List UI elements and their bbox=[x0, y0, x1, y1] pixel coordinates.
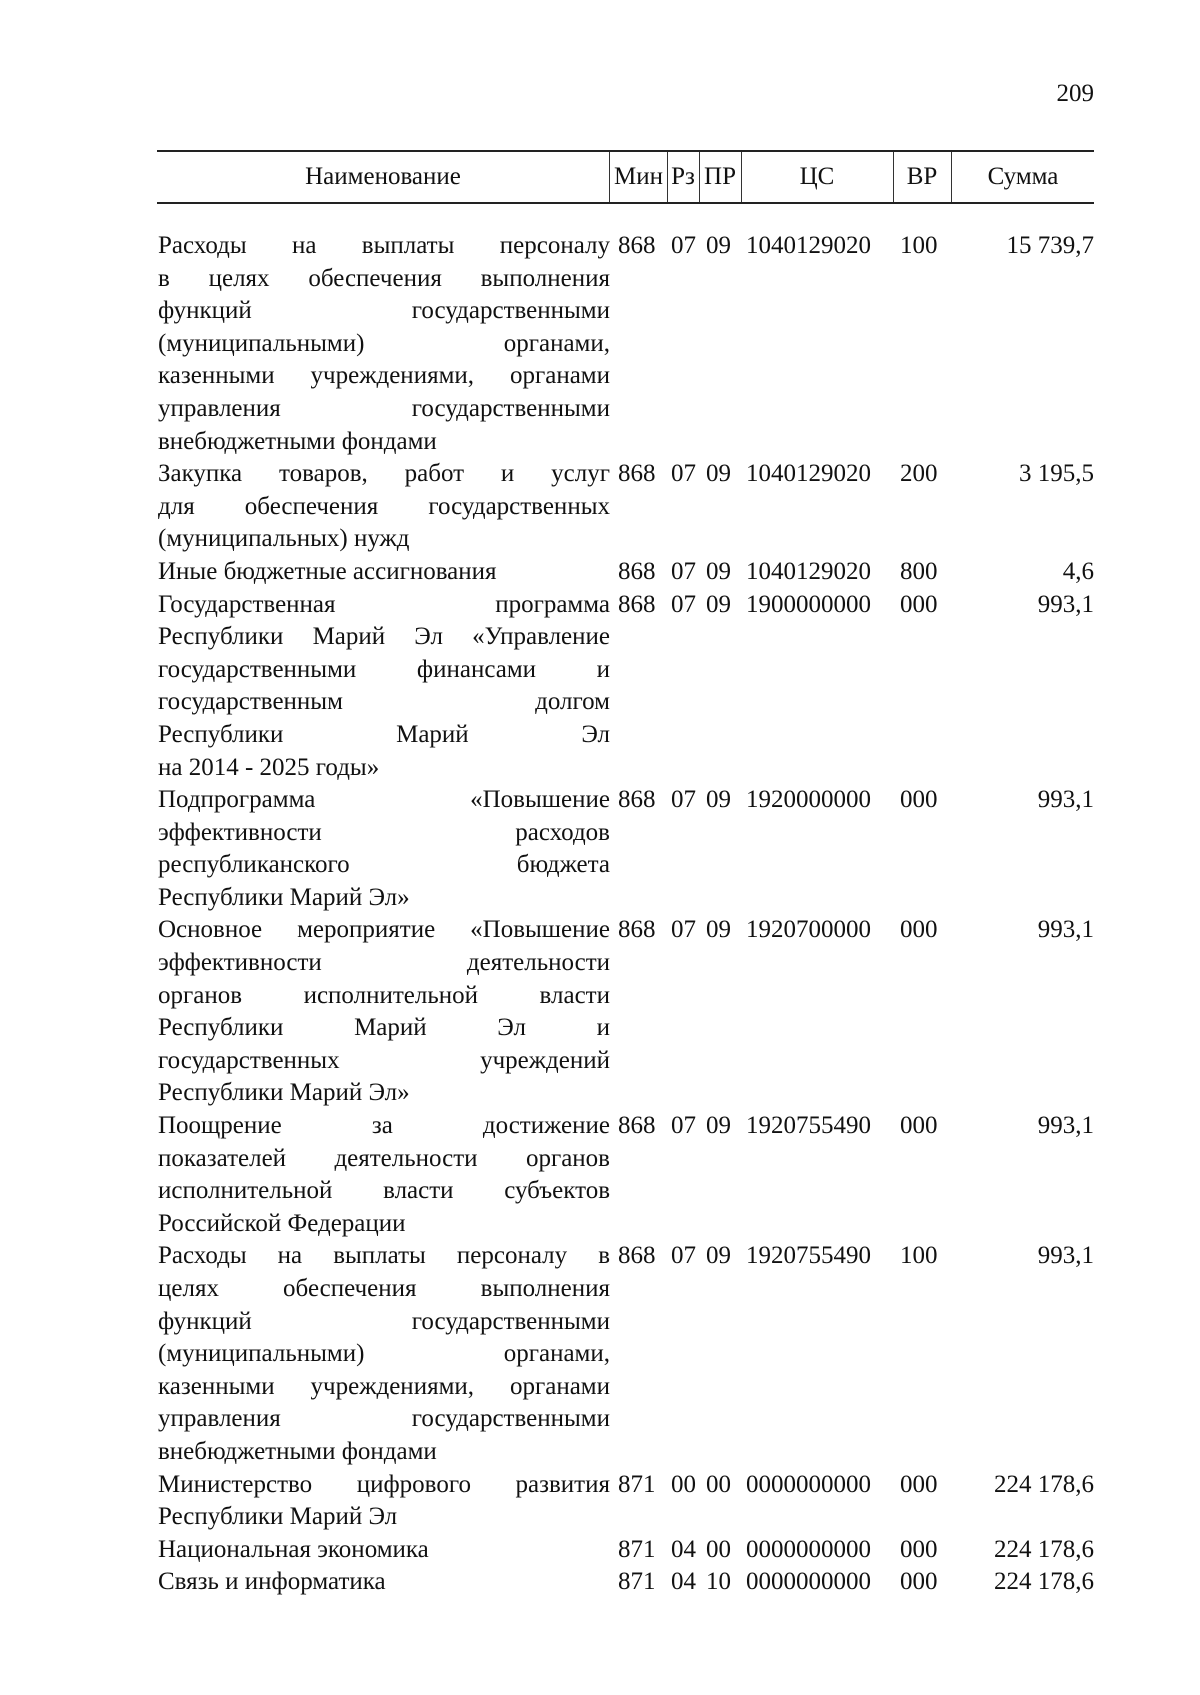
row-name-line: (муниципальными) органами, bbox=[158, 1340, 610, 1368]
row-vr: 800 bbox=[900, 557, 938, 585]
row-pr: 10 bbox=[706, 1568, 731, 1596]
row-name-line: Иные бюджетные ассигнования bbox=[158, 557, 497, 585]
row-name-line: Поощрение за достижение bbox=[158, 1112, 610, 1140]
row-name bbox=[158, 230, 610, 458]
row-rz: 07 bbox=[671, 916, 696, 944]
row-name-line: республиканского бюджета bbox=[158, 851, 610, 879]
header-min: Мин bbox=[614, 163, 663, 190]
row-min: 871 bbox=[618, 1535, 656, 1563]
row-sum: 993,1 bbox=[1037, 590, 1094, 618]
row-min: 868 bbox=[618, 1242, 656, 1270]
row-name-line: внебюджетными фондами bbox=[158, 1437, 437, 1465]
row-rz: 04 bbox=[671, 1535, 696, 1563]
row-name bbox=[158, 458, 610, 556]
row-sum: 15 739,7 bbox=[1006, 232, 1094, 259]
page-number: 209 bbox=[1056, 80, 1094, 107]
row-sum: 4,6 bbox=[1062, 557, 1094, 585]
row-min: 868 bbox=[618, 916, 656, 944]
row-pr: 09 bbox=[706, 1242, 731, 1270]
row-name-line: управления государственными bbox=[158, 1405, 610, 1433]
row-name-line: Республики Марий Эл bbox=[158, 1503, 398, 1531]
header-name: Наименование bbox=[305, 163, 461, 190]
row-name bbox=[158, 914, 610, 1110]
row-name-line: функций государственными bbox=[158, 297, 610, 325]
row-name bbox=[158, 1534, 610, 1567]
row-sum: 993,1 bbox=[1037, 786, 1094, 814]
row-pr: 09 bbox=[706, 590, 731, 618]
row-name-line: Расходы на выплаты персоналу bbox=[158, 232, 610, 259]
table-header bbox=[157, 150, 1094, 204]
row-rz: 07 bbox=[671, 460, 696, 488]
table-row bbox=[0, 556, 1200, 589]
row-vr: 000 bbox=[900, 1535, 938, 1563]
row-name-line: управления государственными bbox=[158, 394, 610, 422]
row-name-line: Расходы на выплаты персоналу в bbox=[158, 1242, 610, 1270]
row-rz: 07 bbox=[671, 1112, 696, 1140]
row-name-line: внебюджетными фондами bbox=[158, 427, 437, 455]
row-rz: 07 bbox=[671, 590, 696, 618]
row-name-line: функций государственными bbox=[158, 1307, 610, 1335]
row-cs: 0000000000 bbox=[746, 1535, 871, 1563]
row-name-line: Российской Федерации bbox=[158, 1209, 406, 1237]
table-row bbox=[0, 784, 1200, 914]
row-min: 868 bbox=[618, 557, 656, 585]
header-vr: ВР bbox=[906, 163, 938, 190]
row-name-line: Основное мероприятие «Повышение bbox=[158, 916, 610, 944]
row-cs: 1040129020 bbox=[746, 232, 871, 259]
row-name-line: Республики Марий Эл» bbox=[158, 883, 410, 911]
row-name-line: эффективности деятельности bbox=[158, 949, 610, 977]
row-name-line: Республики Марий Эл» bbox=[158, 1079, 410, 1107]
row-name-line: государственными финансами и bbox=[158, 655, 610, 683]
table-row bbox=[0, 914, 1200, 1110]
row-min: 868 bbox=[618, 460, 656, 488]
row-cs: 1920755490 bbox=[746, 1242, 871, 1270]
row-vr: 000 bbox=[900, 786, 938, 814]
row-name bbox=[158, 784, 610, 914]
row-name-line: органов исполнительной власти bbox=[158, 981, 610, 1009]
row-name-line: Государственная программа bbox=[158, 590, 610, 618]
table-row bbox=[0, 1566, 1200, 1599]
row-rz: 00 bbox=[671, 1470, 696, 1498]
row-name-line: в целях обеспечения выполнения bbox=[158, 264, 610, 292]
table-row bbox=[0, 1240, 1200, 1468]
row-name-line: Связь и информатика bbox=[158, 1568, 386, 1596]
row-vr: 000 bbox=[900, 916, 938, 944]
row-pr: 09 bbox=[706, 916, 731, 944]
table-body bbox=[0, 230, 1200, 1599]
row-name-line: государственных учреждений bbox=[158, 1046, 610, 1074]
row-pr: 09 bbox=[706, 460, 731, 488]
row-pr: 09 bbox=[706, 232, 731, 259]
row-name bbox=[158, 589, 610, 785]
row-name bbox=[158, 556, 610, 589]
row-name bbox=[158, 1469, 610, 1534]
table-row bbox=[0, 230, 1200, 458]
row-vr: 100 bbox=[900, 1242, 938, 1270]
row-min: 868 bbox=[618, 232, 656, 259]
row-sum: 3 195,5 bbox=[1019, 460, 1094, 488]
row-pr: 09 bbox=[706, 1112, 731, 1140]
row-name-line: целях обеспечения выполнения bbox=[158, 1275, 610, 1302]
row-name-line: Республики Марий Эл и bbox=[158, 1014, 610, 1042]
row-cs: 1920755490 bbox=[746, 1112, 871, 1140]
row-cs: 0000000000 bbox=[746, 1568, 871, 1596]
row-min: 868 bbox=[618, 1112, 656, 1140]
row-vr: 000 bbox=[900, 1112, 938, 1140]
row-min: 868 bbox=[618, 590, 656, 618]
row-pr: 00 bbox=[706, 1470, 731, 1498]
row-sum: 224 178,6 bbox=[994, 1470, 1094, 1498]
row-cs: 1900000000 bbox=[746, 590, 871, 618]
table-row bbox=[0, 589, 1200, 785]
row-sum: 993,1 bbox=[1037, 1242, 1094, 1270]
row-name-line: казенными учреждениями, органами bbox=[158, 362, 610, 390]
row-cs: 1040129020 bbox=[746, 557, 871, 585]
row-cs: 1920000000 bbox=[746, 786, 871, 814]
row-cs: 1920700000 bbox=[746, 916, 871, 944]
header-pr: ПР bbox=[704, 163, 736, 190]
row-name-line: казенными учреждениями, органами bbox=[158, 1372, 610, 1400]
row-name-line: Республики Марий Эл bbox=[158, 720, 610, 748]
header-sum: Сумма bbox=[987, 163, 1059, 190]
row-min: 868 bbox=[618, 786, 656, 814]
row-vr: 000 bbox=[900, 1470, 938, 1498]
row-name bbox=[158, 1110, 610, 1240]
table-row bbox=[0, 1534, 1200, 1567]
row-sum: 224 178,6 bbox=[994, 1568, 1094, 1596]
row-name-line: (муниципальных) нужд bbox=[158, 525, 410, 553]
row-name-line: Закупка товаров, работ и услуг bbox=[158, 460, 610, 488]
row-min: 871 bbox=[618, 1470, 656, 1498]
row-name bbox=[158, 1240, 610, 1468]
row-name-line: Национальная экономика bbox=[158, 1535, 429, 1563]
row-rz: 07 bbox=[671, 786, 696, 814]
header-divider bbox=[609, 152, 610, 202]
row-vr: 000 bbox=[900, 1568, 938, 1596]
row-name-line: показателей деятельности органов bbox=[158, 1144, 610, 1172]
table-row bbox=[0, 1110, 1200, 1240]
row-min: 871 bbox=[618, 1568, 656, 1596]
row-vr: 000 bbox=[900, 590, 938, 618]
row-cs: 1040129020 bbox=[746, 460, 871, 488]
row-rz: 04 bbox=[671, 1568, 696, 1596]
row-pr: 09 bbox=[706, 557, 731, 585]
row-name-line: на 2014 - 2025 годы» bbox=[158, 753, 380, 781]
row-vr: 100 bbox=[900, 232, 938, 259]
header-rz: Рз bbox=[671, 163, 695, 190]
row-rz: 07 bbox=[671, 232, 696, 259]
row-sum: 993,1 bbox=[1037, 1112, 1094, 1140]
row-rz: 07 bbox=[671, 557, 696, 585]
table-row bbox=[0, 458, 1200, 556]
row-pr: 09 bbox=[706, 786, 731, 814]
header-cs: ЦС bbox=[799, 163, 835, 190]
row-rz: 07 bbox=[671, 1242, 696, 1270]
row-pr: 00 bbox=[706, 1535, 731, 1563]
row-name-line: Министерство цифрового развития bbox=[158, 1470, 610, 1498]
row-cs: 0000000000 bbox=[746, 1470, 871, 1498]
row-name-line: исполнительной власти субъектов bbox=[158, 1177, 610, 1205]
row-name bbox=[158, 1566, 610, 1599]
row-name-line: для обеспечения государственных bbox=[158, 492, 610, 520]
row-sum: 993,1 bbox=[1037, 916, 1094, 944]
row-sum: 224 178,6 bbox=[994, 1535, 1094, 1563]
row-name-line: Республики Марий Эл «Управление bbox=[158, 623, 610, 651]
row-name-line: (муниципальными) органами, bbox=[158, 329, 610, 357]
row-name-line: эффективности расходов bbox=[158, 818, 610, 846]
row-name-line: государственным долгом bbox=[158, 688, 610, 716]
row-vr: 200 bbox=[900, 460, 938, 488]
row-name-line: Подпрограмма «Повышение bbox=[158, 786, 610, 814]
table-row bbox=[0, 1469, 1200, 1534]
